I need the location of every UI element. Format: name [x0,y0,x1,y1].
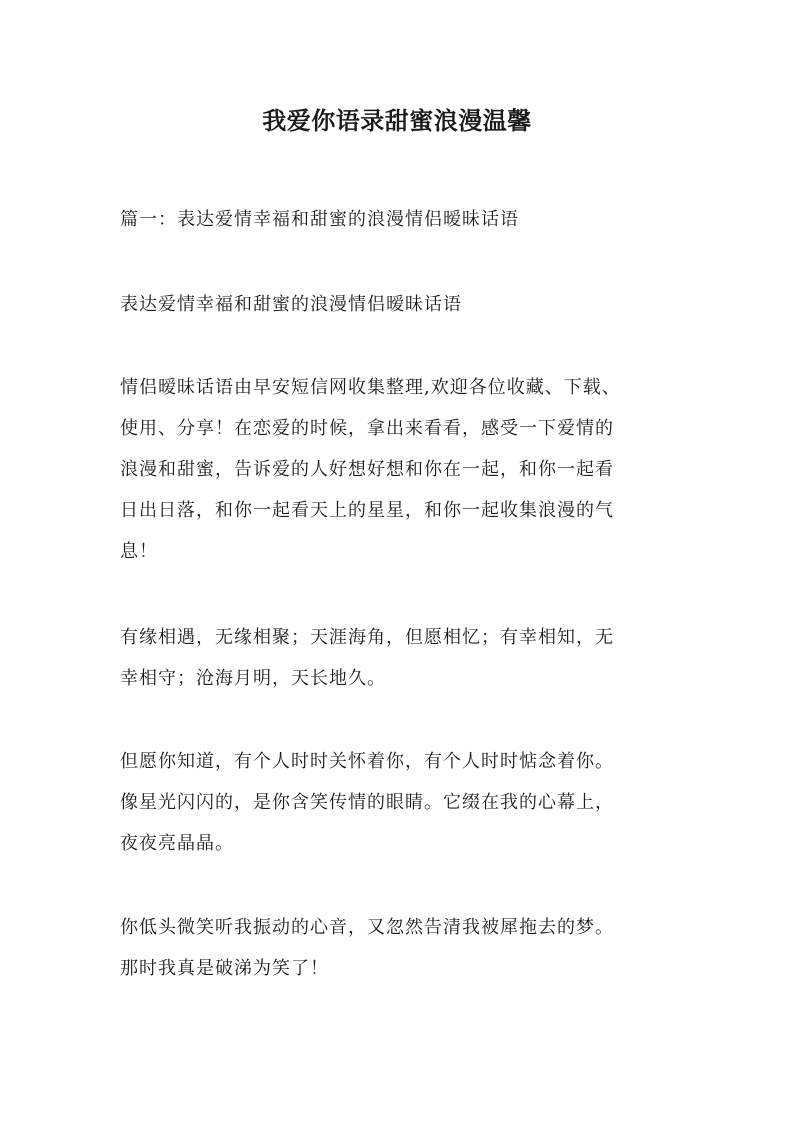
text-line: 像星光闪闪的，是你含笑传情的眼睛。它缀在我的心幕上， [120,792,614,813]
text-line: 息！ [120,541,158,562]
section-heading [120,199,680,240]
subheading [120,284,680,325]
text-line: 浪漫和甜蜜，告诉爱的人好想好想和你在一起，和你一起看 [120,459,614,480]
text-line: 日出日落，和你一起看天上的星星，和你一起收集浪漫的气 [120,500,614,521]
text-line: 你低头微笑听我振动的心音，又忽然告清我被犀拖去的梦。 [120,917,614,938]
text-line: 篇一：表达爱情幸福和甜蜜的浪漫情侣暧昧话语 [120,209,519,230]
text-line: 夜夜亮晶晶。 [120,833,234,854]
text-line: 有缘相遇，无缘相聚；天涯海角，但愿相忆；有幸相知，无 [120,627,614,648]
text-line: 情侣暧昧话语由早安短信网收集整理,欢迎各位收藏、下载、 [120,377,621,398]
paragraph-quote-3 [120,907,680,989]
paragraph-quote-1 [120,617,680,699]
paragraph-intro [120,367,680,572]
text-line: 幸相守；沧海月明，天长地久。 [120,668,386,689]
document-title: 我爱你语录甜蜜浪漫温馨 [262,107,532,135]
paragraph-quote-2 [120,741,680,864]
text-line: 那时我真是破涕为笑了！ [120,958,329,979]
text-line: 表达爱情幸福和甜蜜的浪漫情侣暧昧话语 [120,294,462,315]
text-line: 使用、分享！在恋爱的时候，拿出来看看，感受一下爱情的 [120,418,614,439]
text-line: 但愿你知道，有个人时时关怀着你，有个人时时惦念着你。 [120,751,614,772]
